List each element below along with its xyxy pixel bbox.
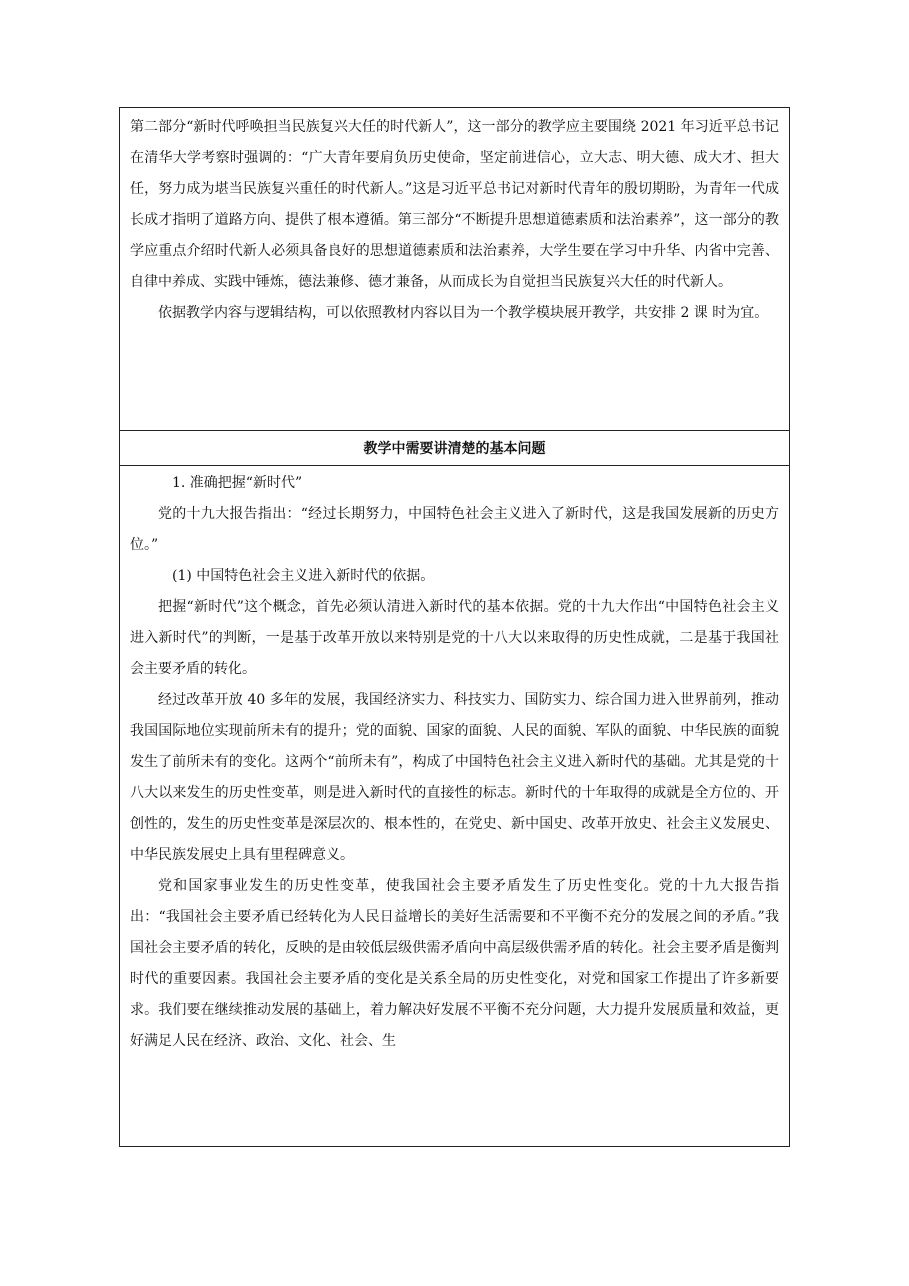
teaching-content-cell — [120, 108, 789, 431]
paragraph-part-two-three: 第二部分“新时代呼唤担当民族复兴大任的时代新人”，这一部分的教学应主要围绕 2021 年习近平总书记在清华大学考察时强调的：“广大青年要肩负历史使命，坚定前进信心，立大志、明大德、成大才、担大任，努力成为堪当民族复兴重任的时代新人。”这是习近平总书记对新时代青年的殷切期盼，为青年一代成长成才指明了道路方向、提供了根本遵循。第三部分“不断提升思想道德素质和法治素养”，这一部分的教学应重点介绍时代新人必须具备良好的思想道德素质和法治素养，大学生要在学习中升华、内省中完善、自律中养成、实践中锤炼，德法兼修、德才兼备，从而成长为自觉担当民族复兴大任的时代新人。 — [130, 119, 779, 290]
section-header-title: 教学中需要讲清楚的基本问题 — [363, 441, 546, 457]
basic-issues-cell — [120, 466, 789, 1146]
section-header — [120, 431, 789, 466]
teaching-content-text — [120, 108, 789, 329]
paragraph-schedule: 依据教学内容与逻辑结构，可以依照教材内容以目为一个教学模块展开教学，共安排 2 课 时为宜。 — [158, 305, 769, 321]
sub-item-title: (1) 中国特色社会主义进入新时代的依据。 — [172, 568, 435, 584]
item-title: 1. 准确把握“新时代” — [172, 475, 303, 491]
lesson-plan-table — [119, 107, 790, 1147]
paragraph-report-quote: 党的十九大报告指出：“经过长期努力，中国特色社会主义进入了新时代，这是我国发展新的历史方位。” — [130, 506, 779, 553]
paragraph-contradiction: 党和国家事业发生的历史性变革，使我国社会主要矛盾发生了历史性变化。党的十九大报告指出：“我国社会主要矛盾已经转化为人民日益增长的美好生活需要和不平衡不充分的发展之间的矛盾。”我国社会主要矛盾的转化，反映的是由较低层级供需矛盾向中高层级供需矛盾的转化。社会主要矛盾是衡判时代的重要因素。我国社会主要矛盾的变化是关系全局的历史性变化，对党和国家工作提出了许多新要求。我们要在继续推动发展的基础上，着力解决好发展不平衡不充分问题，大力提升发展质量和效益，更好满足人民在经济、政治、文化、社会、生 — [130, 878, 779, 1049]
paragraph-achievements: 经过改革开放 40 多年的发展，我国经济实力、科技实力、国防实力、综合国力进入世界前列，推动我国国际地位实现前所未有的提升；党的面貌、国家的面貌、人民的面貌、军队的面貌、中华民族的面貌发生了前所未有的变化。这两个“前所未有”，构成了中国特色社会主义进入新时代的基础。尤其是党的十八大以来发生的历史性变革，则是进入新时代的直接性的标志。新时代的十年取得的成就是全方位的、开创性的，发生的历史性变革是深层次的、根本性的，在党史、新中国史、改革开放史、社会主义发展史、中华民族发展史上具有里程碑意义。 — [130, 692, 779, 863]
paragraph-basis: 把握“新时代”这个概念，首先必须认清进入新时代的基本依据。党的十九大作出“中国特色社会主义进入新时代”的判断，一是基于改革开放以来特别是党的十八大以来取得的历史性成就，二是基于我国社会主要矛盾的转化。 — [130, 599, 779, 677]
basic-issues-text — [120, 466, 789, 1057]
